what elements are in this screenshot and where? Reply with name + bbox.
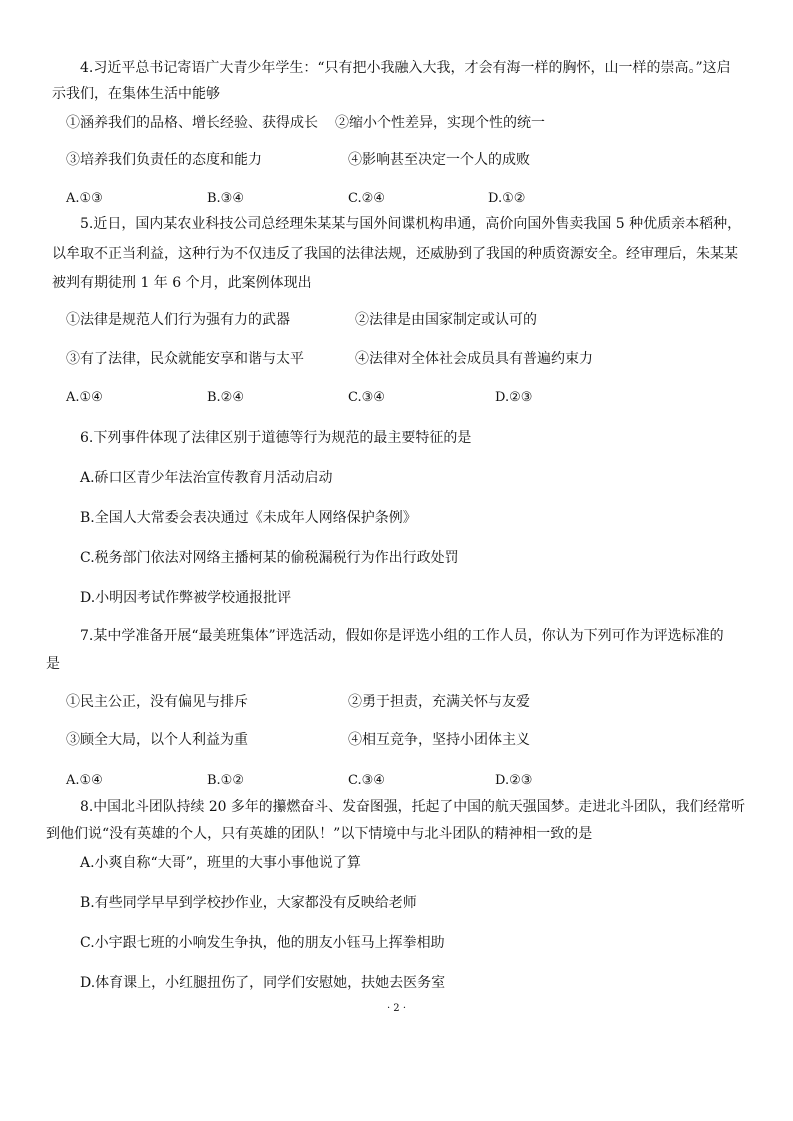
q8-option-d: D.体育课上，小红腿扭伤了，同学们安慰她，扶她去医务室 xyxy=(80,975,446,991)
q5-statement-4: ④法律对全体社会成员具有普遍约束力 xyxy=(355,351,593,367)
q5-option-b: B.②④ xyxy=(207,390,244,405)
page-number: · 2 · xyxy=(386,1003,407,1014)
q5-option-a: A.①④ xyxy=(66,390,103,405)
q7-option-d: D.②③ xyxy=(495,773,533,788)
q4-statement-4: ④影响甚至决定一个人的成败 xyxy=(348,152,530,168)
q7-statements-row2 xyxy=(0,730,793,750)
q8-stem-line2: 到他们说“没有英雄的个人，只有英雄的团队！”以下情境中与北斗团队的精神相一致的是 xyxy=(46,826,593,842)
q4-statement-1: ①涵养我们的品格、增长经验、获得成长 xyxy=(66,115,318,131)
q8-option-b: B.有些同学早早到学校抄作业，大家都没有反映给老师 xyxy=(80,895,417,911)
q5-statements-row2 xyxy=(0,349,793,369)
q7-option-c: C.③④ xyxy=(348,773,385,788)
q4-statements-row2 xyxy=(0,150,793,170)
q7-statement-1: ①民主公正，没有偏见与排斥 xyxy=(66,694,248,710)
q7-option-a: A.①④ xyxy=(66,773,103,788)
q6-stem: 6.下列事件体现了法律区别于道德等行为规范的最主要特征的是 xyxy=(80,430,472,446)
q4-statement-3: ③培养我们负责任的态度和能力 xyxy=(66,152,262,168)
q8-option-a: A.小爽自称“大哥”，班里的大事小事他说了算 xyxy=(80,855,361,871)
q7-options xyxy=(0,771,793,791)
q5-stem-line1: 5.近日，国内某农业科技公司总经理朱某某与国外间谍机构串通，高价向国外售卖我国 5 种优质亲本稻种， xyxy=(80,216,742,232)
q8-option-c: C.小宇跟七班的小响发生争执，他的朋友小钰马上挥拳相助 xyxy=(80,935,445,951)
q6-option-d: D.小明因考试作弊被学校通报批评 xyxy=(80,590,292,606)
q7-option-b: B.①② xyxy=(207,773,244,788)
q5-statement-1: ①法律是规范人们行为强有力的武器 xyxy=(66,312,290,328)
q5-statements-row1 xyxy=(0,310,793,330)
q5-option-c: C.③④ xyxy=(348,390,385,405)
q4-stem-line1: 4.习近平总书记寄语广大青少年学生：“只有把小我融入大我，才会有海一样的胸怀，山一样的崇高。”这启 xyxy=(80,60,731,76)
q5-stem-line3: 被判有期徒刑 1 年 6 个月，此案例体现出 xyxy=(52,275,312,291)
q7-statement-2: ②勇于担责，充满关怀与友爱 xyxy=(348,694,530,710)
q4-option-a: A.①③ xyxy=(66,191,103,206)
q7-stem-line1: 7.某中学准备开展“最美班集体”评选活动，假如你是评选小组的工作人员，你认为下列可作为评选标准的 xyxy=(80,628,724,644)
q6-option-a: A.硚口区青少年法治宣传教育月活动启动 xyxy=(80,470,333,486)
q4-options xyxy=(0,189,793,209)
q7-statements-row1 xyxy=(0,692,793,712)
q4-option-d: D.①② xyxy=(488,191,526,206)
q7-statement-4: ④相互竞争，坚持小团体主义 xyxy=(348,732,530,748)
q4-option-b: B.③④ xyxy=(207,191,244,206)
q4-stem-line2: 示我们，在集体生活中能够 xyxy=(52,86,220,102)
q6-option-c: C.税务部门依法对网络主播柯某的偷税漏税行为作出行政处罚 xyxy=(80,550,459,566)
q5-statement-2: ②法律是由国家制定或认可的 xyxy=(355,312,537,328)
q5-stem-line2: 以牟取不正当利益，这种行为不仅违反了我国的法律法规，还威胁到了我国的种质资源安全。经审理后，朱某某 xyxy=(52,246,738,262)
q8-stem-line1: 8.中国北斗团队持续 20 多年的攥燃奋斗、发奋图强，托起了中国的航天强国梦。走进北斗团队，我们经常听 xyxy=(80,799,746,815)
q6-option-b: B.全国人大常委会表决通过《未成年人网络保护条例》 xyxy=(80,510,417,526)
q5-statement-3: ③有了法律，民众就能安享和谐与太平 xyxy=(66,351,304,367)
q4-option-c: C.②④ xyxy=(348,191,385,206)
q5-option-d: D.②③ xyxy=(495,390,533,405)
q7-stem-line2: 是 xyxy=(46,656,60,672)
q4-statements-row1 xyxy=(0,113,793,133)
q4-statement-2: ②缩小个性差异，实现个性的统一 xyxy=(335,115,545,131)
q5-options xyxy=(0,388,793,408)
q7-statement-3: ③顾全大局，以个人利益为重 xyxy=(66,732,248,748)
